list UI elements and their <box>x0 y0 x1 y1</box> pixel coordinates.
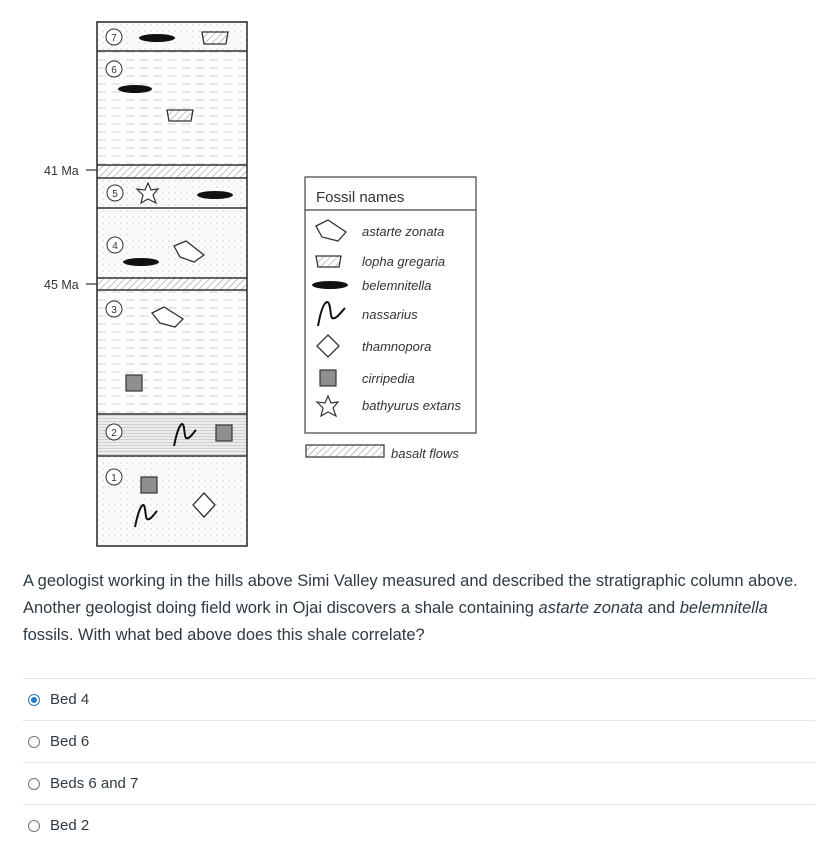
legend-item-basalt-flows: basalt flows <box>391 446 459 461</box>
legend-item-lopha-gregaria: lopha gregaria <box>362 254 446 269</box>
bed-number-4 <box>107 237 123 253</box>
cirripedia-icon <box>141 477 157 493</box>
svg-text:2: 2 <box>111 428 117 439</box>
age-label-45: 45 Ma <box>44 278 79 292</box>
legend-item-bathyurus-extans: bathyurus extans <box>362 398 462 413</box>
legend-item-thamnopora: thamnopora <box>362 339 432 354</box>
lopha-gregaria-icon <box>167 110 193 121</box>
radio-unselected[interactable] <box>28 778 40 790</box>
fossil-name-astarte: astarte zonata <box>538 599 644 617</box>
radio-selected[interactable] <box>28 694 40 706</box>
fossil-name-belemnitella: belemnitella <box>679 599 768 617</box>
lopha-gregaria-icon <box>202 32 228 44</box>
legend-title: Fossil names <box>316 189 405 206</box>
answer-option-bed-6[interactable] <box>23 720 815 762</box>
bed-number-3 <box>106 301 122 317</box>
age-label-41: 41 Ma <box>44 164 79 178</box>
question-text: A geologist working in the hills above Simi Valley measured and described the stratigraphic column above. Another geologist doing field work in Ojai discovers a shale containing astarte zonata and belemnitella fossils. With what bed above does this shale correlate? <box>23 572 798 644</box>
answer-option-bed-2[interactable] <box>23 804 815 846</box>
lopha-gregaria-icon <box>316 256 341 267</box>
svg-text:5: 5 <box>112 189 118 200</box>
belemnitella-icon <box>123 258 159 266</box>
belemnitella-icon <box>312 281 348 289</box>
answer-choices <box>23 678 815 846</box>
bed-number-2 <box>106 424 122 440</box>
svg-text:6: 6 <box>111 65 117 76</box>
bed-number-1 <box>106 469 122 485</box>
radio-unselected[interactable] <box>28 736 40 748</box>
answer-label: Bed 6 <box>50 733 90 750</box>
legend-box <box>305 177 476 433</box>
basalt-flow-upper <box>97 165 247 178</box>
belemnitella-icon <box>139 34 175 42</box>
answer-option-bed-4[interactable] <box>23 678 815 720</box>
bed-number-6 <box>106 61 122 77</box>
bed-1 <box>97 456 247 546</box>
svg-text:1: 1 <box>111 473 117 484</box>
legend-item-nassarius: nassarius <box>362 307 418 322</box>
basalt-flows-swatch <box>306 445 384 457</box>
bed-number-5 <box>107 185 123 201</box>
legend-item-belemnitella: belemnitella <box>362 278 432 293</box>
bed-number-7 <box>106 29 122 45</box>
belemnitella-icon <box>118 85 152 93</box>
svg-text:7: 7 <box>111 33 117 44</box>
answer-label: Beds 6 and 7 <box>50 775 139 792</box>
legend-item-astarte-zonata: astarte zonata <box>362 224 445 239</box>
cirripedia-icon <box>320 370 336 386</box>
radio-unselected[interactable] <box>28 820 40 832</box>
answer-option-beds-6-and-7[interactable] <box>23 762 815 804</box>
cirripedia-icon <box>126 375 142 391</box>
svg-text:4: 4 <box>112 241 118 252</box>
basalt-flow-lower <box>97 278 247 290</box>
answer-label: Bed 2 <box>50 817 90 834</box>
answer-label: Bed 4 <box>50 691 90 708</box>
svg-text:3: 3 <box>111 305 117 316</box>
cirripedia-icon <box>216 425 232 441</box>
legend-item-cirripedia: cirripedia <box>362 371 415 386</box>
belemnitella-icon <box>197 191 233 199</box>
